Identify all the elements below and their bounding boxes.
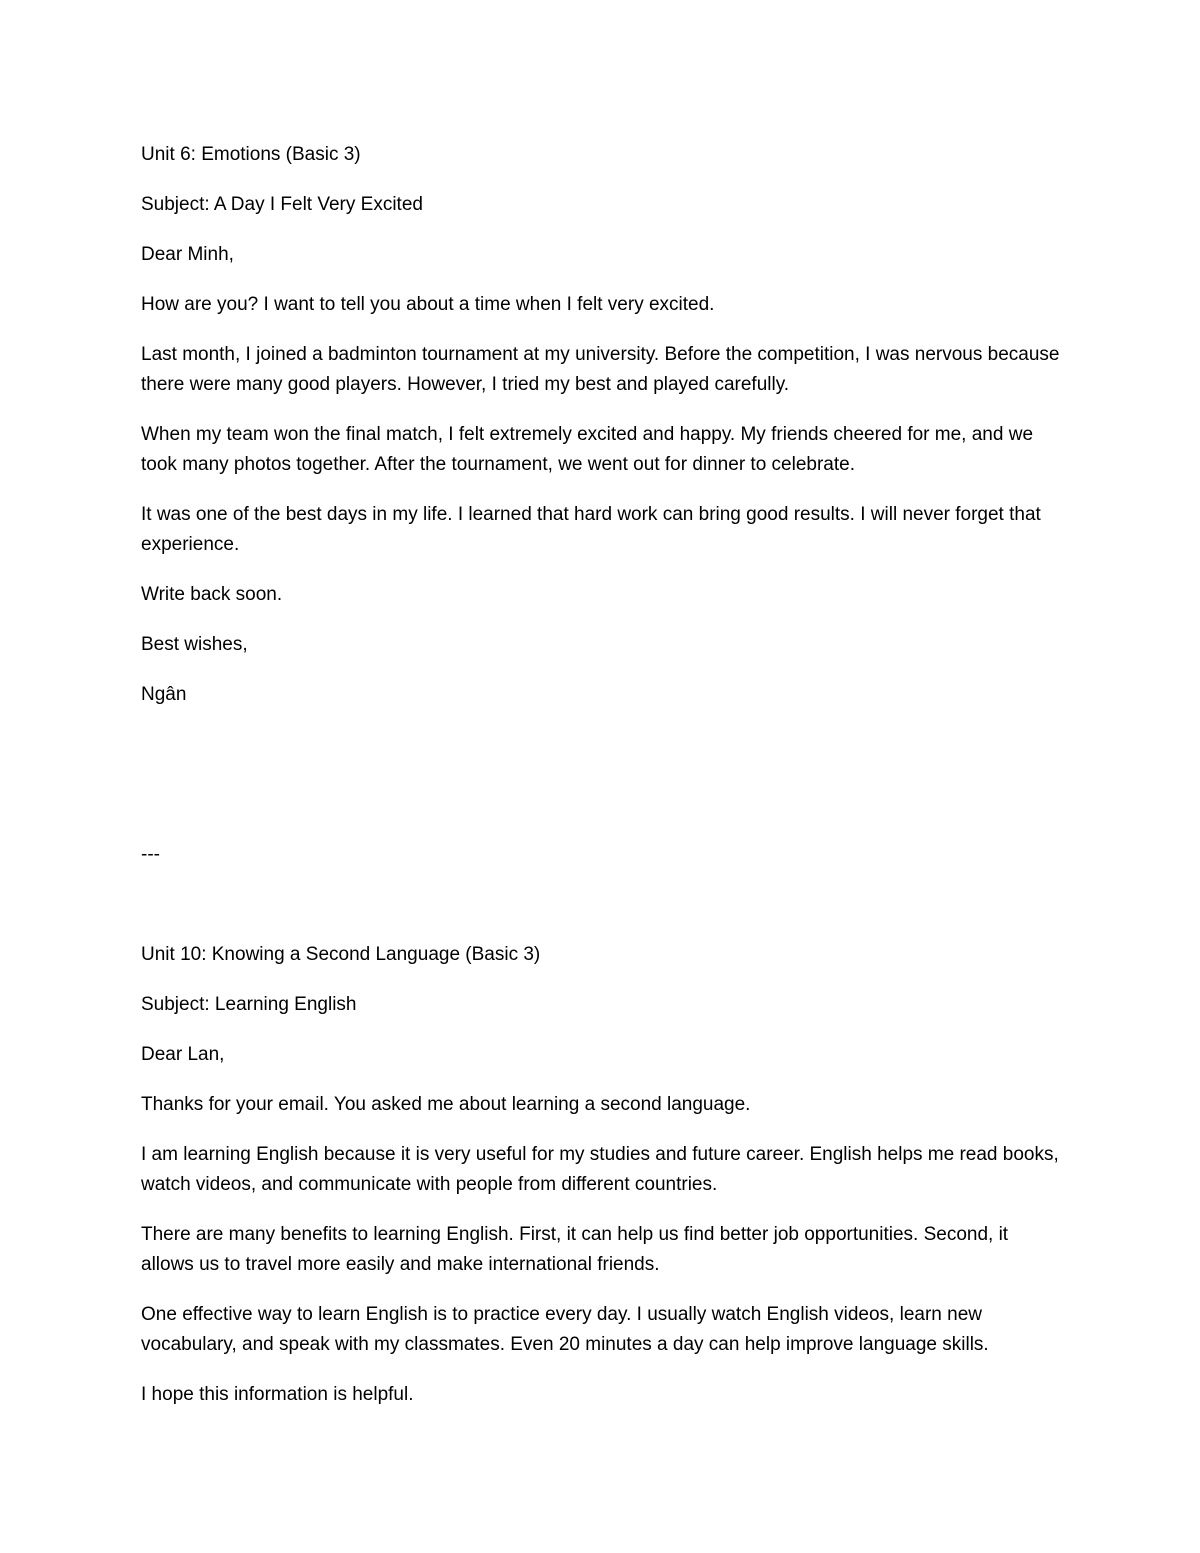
- section-separator: ---: [141, 844, 160, 865]
- letter2-heading: Unit 10: Knowing a Second Language (Basic 3): [141, 944, 541, 965]
- letter2-paragraph: I hope this information is helpful.: [141, 1384, 414, 1405]
- letter1-paragraph: Write back soon.: [141, 584, 283, 605]
- letter1-paragraph: How are you? I want to tell you about a time when I felt very excited.: [141, 294, 715, 315]
- letter1-subject: Subject: A Day I Felt Very Excited: [141, 194, 423, 215]
- letter2-paragraph: I am learning English because it is very useful for my studies and future career. English helps me read books, watch videos, and communicate with people from different countries.: [141, 1144, 1059, 1195]
- letter1-paragraph: When my team won the final match, I felt extremely excited and happy. My friends cheered for me, and we took many photos together. After the tournament, we went out for dinner to celebrate.: [141, 424, 1034, 475]
- letter2-subject: Subject: Learning English: [141, 994, 357, 1015]
- letter1-heading: Unit 6: Emotions (Basic 3): [141, 144, 361, 165]
- letter2-paragraph: There are many benefits to learning English. First, it can help us find better job opportunities. Second, it allows us to travel more easily and make international friends.: [141, 1224, 1009, 1275]
- letter1-closing: Best wishes,: [141, 634, 248, 655]
- letter2-greeting: Dear Lan,: [141, 1044, 225, 1065]
- letter2-paragraph: One effective way to learn English is to practice every day. I usually watch English videos, learn new vocabulary, and speak with my classmates. Even 20 minutes a day can help improve language skills.: [141, 1304, 989, 1355]
- spacer: [141, 730, 1061, 840]
- spacer: [141, 870, 1061, 940]
- letter2-paragraph: Thanks for your email. You asked me about learning a second language.: [141, 1094, 751, 1115]
- letter1-signature: Ngân: [141, 684, 187, 705]
- letter1-paragraph: It was one of the best days in my life. I learned that hard work can bring good results. I will never forget that experience.: [141, 504, 1041, 555]
- letter1-greeting: Dear Minh,: [141, 244, 234, 265]
- document-body: [141, 140, 1061, 1430]
- letter1-paragraph: Last month, I joined a badminton tournament at my university. Before the competition, I was nervous because there were many good players. However, I tried my best and played carefully.: [141, 344, 1060, 395]
